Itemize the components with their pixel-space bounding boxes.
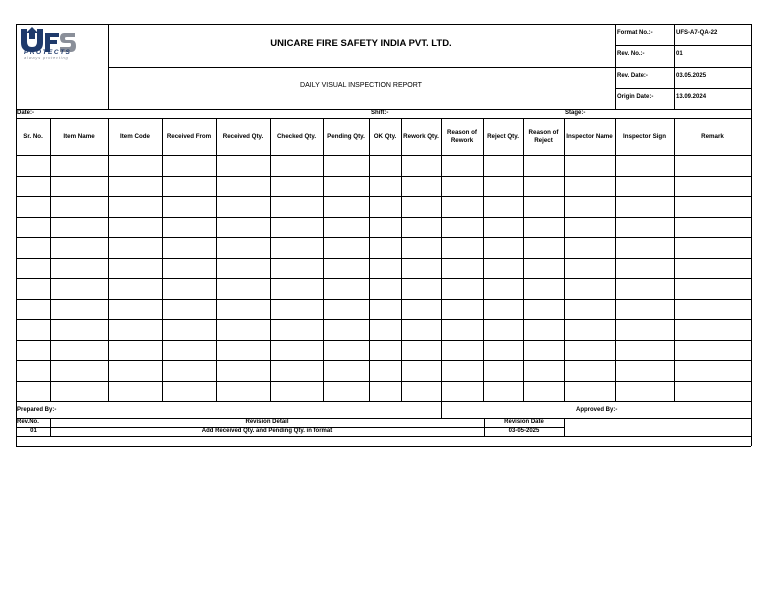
table-cell[interactable] — [108, 319, 162, 340]
shift-label: Shift:- — [371, 110, 389, 116]
meta-value: 13.09.2024 — [676, 94, 707, 100]
table-cell[interactable] — [401, 196, 441, 217]
grid-line — [16, 278, 751, 279]
table-cell[interactable] — [401, 237, 441, 258]
grid-line — [441, 401, 442, 418]
logo-subtagline: always protecting — [24, 55, 69, 60]
column-header: Received Qty. — [222, 132, 264, 140]
table-cell[interactable] — [523, 299, 564, 320]
grid-line — [16, 155, 751, 156]
table-cell[interactable] — [369, 217, 401, 238]
table-cell[interactable] — [401, 319, 441, 340]
grid-line — [401, 118, 402, 401]
table-cell[interactable] — [674, 381, 751, 402]
table-cell[interactable] — [523, 360, 564, 381]
table-cell[interactable] — [483, 258, 523, 279]
table-cell[interactable] — [674, 340, 751, 361]
table-cell[interactable] — [483, 340, 523, 361]
table-cell[interactable] — [108, 258, 162, 279]
table-cell[interactable] — [615, 360, 674, 381]
table-cell[interactable] — [369, 155, 401, 176]
table-cell[interactable] — [483, 319, 523, 340]
column-header: Inspector Name — [566, 132, 613, 140]
table-cell[interactable] — [369, 258, 401, 279]
table-cell[interactable] — [323, 258, 369, 279]
stage-label: Stage:- — [565, 110, 586, 116]
table-cell[interactable] — [108, 360, 162, 381]
table-cell[interactable] — [564, 176, 615, 197]
table-cell[interactable] — [674, 176, 751, 197]
table-cell[interactable] — [216, 237, 270, 258]
grid-line — [16, 340, 751, 341]
approved-by-label: Approved By:- — [576, 407, 618, 413]
table-cell[interactable] — [401, 217, 441, 238]
table-cell[interactable] — [401, 381, 441, 402]
table-cell[interactable] — [16, 217, 50, 238]
table-cell[interactable] — [523, 217, 564, 238]
table-cell[interactable] — [323, 217, 369, 238]
grid-line — [16, 446, 751, 447]
grid-line — [369, 118, 370, 401]
grid-line — [615, 88, 751, 89]
table-cell[interactable] — [270, 340, 323, 361]
column-header: Rework Qty. — [403, 132, 439, 140]
table-cell[interactable] — [523, 176, 564, 197]
table-cell[interactable] — [16, 237, 50, 258]
table-cell[interactable] — [369, 340, 401, 361]
table-cell[interactable] — [523, 258, 564, 279]
table-cell[interactable] — [216, 176, 270, 197]
table-cell[interactable] — [369, 237, 401, 258]
grid-line — [615, 67, 751, 68]
table-cell[interactable] — [483, 237, 523, 258]
table-cell[interactable] — [270, 278, 323, 299]
table-cell[interactable] — [564, 196, 615, 217]
table-row — [16, 217, 751, 238]
table-cell[interactable] — [162, 217, 216, 238]
table-cell[interactable] — [16, 299, 50, 320]
table-cell[interactable] — [441, 196, 483, 217]
table-cell[interactable] — [323, 319, 369, 340]
table-cell[interactable] — [216, 340, 270, 361]
table-cell[interactable] — [615, 237, 674, 258]
table-cell[interactable] — [401, 340, 441, 361]
table-cell[interactable] — [270, 319, 323, 340]
grid-line — [674, 118, 675, 401]
revision-detail-header: Revision Detail — [245, 419, 289, 425]
table-cell[interactable] — [615, 196, 674, 217]
table-row — [16, 319, 751, 340]
table-cell[interactable] — [323, 340, 369, 361]
table-cell[interactable] — [16, 258, 50, 279]
table-cell[interactable] — [323, 155, 369, 176]
table-cell[interactable] — [216, 217, 270, 238]
grid-line — [615, 118, 616, 401]
table-cell[interactable] — [615, 319, 674, 340]
revision-detail-value: Add Received Qty. and Pending Qty. in format — [201, 428, 333, 434]
table-cell[interactable] — [323, 299, 369, 320]
table-cell[interactable] — [564, 360, 615, 381]
table-cell[interactable] — [162, 278, 216, 299]
company-name: UNICARE FIRE SAFETY INDIA PVT. LTD. — [270, 38, 452, 49]
table-cell[interactable] — [615, 340, 674, 361]
table-cell[interactable] — [441, 258, 483, 279]
prepared-by-label: Prepared By:- — [17, 407, 57, 413]
table-cell[interactable] — [564, 155, 615, 176]
table-cell[interactable] — [108, 299, 162, 320]
table-cell[interactable] — [50, 381, 108, 402]
table-cell[interactable] — [564, 299, 615, 320]
table-cell[interactable] — [441, 340, 483, 361]
table-cell[interactable] — [441, 299, 483, 320]
table-cell[interactable] — [441, 176, 483, 197]
table-row — [16, 155, 751, 176]
table-cell[interactable] — [162, 258, 216, 279]
table-cell[interactable] — [216, 196, 270, 217]
grid-line — [16, 109, 751, 110]
grid-line — [615, 45, 751, 46]
meta-value: 01 — [676, 51, 683, 57]
table-cell[interactable] — [615, 278, 674, 299]
table-cell[interactable] — [369, 319, 401, 340]
column-header: Reason of Reject — [528, 128, 559, 144]
table-cell[interactable] — [483, 176, 523, 197]
table-cell[interactable] — [564, 319, 615, 340]
grid-line — [108, 67, 615, 68]
table-cell[interactable] — [16, 360, 50, 381]
table-cell[interactable] — [323, 360, 369, 381]
revision-date-header: Revision Date — [504, 419, 544, 425]
table-cell[interactable] — [270, 196, 323, 217]
grid-line — [523, 118, 524, 401]
table-cell[interactable] — [50, 258, 108, 279]
grid-line — [16, 217, 751, 218]
column-header: Reason of Rework — [447, 128, 477, 144]
table-cell[interactable] — [270, 217, 323, 238]
table-cell[interactable] — [50, 360, 108, 381]
table-cell[interactable] — [16, 319, 50, 340]
table-row — [16, 196, 751, 217]
report-title: DAILY VISUAL INSPECTION REPORT — [300, 82, 422, 89]
table-cell[interactable] — [323, 196, 369, 217]
table-cell[interactable] — [401, 258, 441, 279]
table-cell[interactable] — [323, 176, 369, 197]
table-cell[interactable] — [483, 299, 523, 320]
column-header: Item Name — [63, 132, 95, 140]
company-logo — [18, 26, 88, 60]
table-cell[interactable] — [323, 381, 369, 402]
rev-no-header: Rev.No. — [17, 419, 39, 425]
table-cell[interactable] — [564, 381, 615, 402]
table-cell[interactable] — [270, 381, 323, 402]
grid-line — [270, 118, 271, 401]
meta-value: 03.05.2025 — [676, 73, 707, 79]
table-cell[interactable] — [674, 237, 751, 258]
table-cell[interactable] — [108, 155, 162, 176]
table-cell[interactable] — [162, 237, 216, 258]
table-cell[interactable] — [483, 360, 523, 381]
column-header: Inspector Sign — [623, 132, 666, 140]
grid-line — [16, 436, 751, 437]
grid-line — [108, 118, 109, 401]
table-cell[interactable] — [216, 319, 270, 340]
grid-line — [216, 118, 217, 401]
table-cell[interactable] — [369, 381, 401, 402]
table-cell[interactable] — [674, 319, 751, 340]
table-row — [16, 237, 751, 258]
table-cell[interactable] — [108, 196, 162, 217]
table-cell[interactable] — [16, 340, 50, 361]
logo-tagline: PROTECTS — [24, 49, 72, 56]
table-cell[interactable] — [162, 196, 216, 217]
table-cell[interactable] — [523, 340, 564, 361]
table-cell[interactable] — [16, 278, 50, 299]
table-cell[interactable] — [483, 155, 523, 176]
table-cell[interactable] — [523, 381, 564, 402]
table-row — [16, 340, 751, 361]
table-cell[interactable] — [483, 278, 523, 299]
table-cell[interactable] — [369, 176, 401, 197]
meta-label: Rev. No.:- — [617, 51, 645, 57]
table-cell[interactable] — [615, 176, 674, 197]
table-cell[interactable] — [441, 381, 483, 402]
table-cell[interactable] — [369, 278, 401, 299]
table-row — [16, 176, 751, 197]
table-cell[interactable] — [523, 278, 564, 299]
grid-line — [564, 118, 565, 401]
column-header: Reject Qty. — [487, 132, 519, 140]
table-cell[interactable] — [674, 155, 751, 176]
column-header: Item Code — [120, 132, 150, 140]
table-cell[interactable] — [50, 237, 108, 258]
grid-line — [323, 118, 324, 401]
table-cell[interactable] — [369, 299, 401, 320]
table-cell[interactable] — [323, 237, 369, 258]
table-cell[interactable] — [369, 360, 401, 381]
grid-line — [16, 360, 751, 361]
table-cell[interactable] — [615, 299, 674, 320]
table-cell[interactable] — [615, 155, 674, 176]
grid-line — [16, 196, 751, 197]
table-cell[interactable] — [108, 237, 162, 258]
table-cell[interactable] — [162, 319, 216, 340]
table-cell[interactable] — [270, 237, 323, 258]
table-cell[interactable] — [441, 155, 483, 176]
table-cell[interactable] — [216, 258, 270, 279]
table-cell[interactable] — [401, 360, 441, 381]
table-cell[interactable] — [523, 319, 564, 340]
table-cell[interactable] — [270, 258, 323, 279]
table-cell[interactable] — [523, 155, 564, 176]
table-cell[interactable] — [108, 340, 162, 361]
grid-line — [16, 24, 751, 25]
column-header: Sr. No. — [23, 132, 43, 140]
table-cell[interactable] — [270, 176, 323, 197]
grid-line — [16, 299, 751, 300]
grid-line — [16, 176, 751, 177]
table-cell[interactable] — [216, 155, 270, 176]
table-cell[interactable] — [108, 217, 162, 238]
table-cell[interactable] — [50, 299, 108, 320]
table-cell[interactable] — [674, 217, 751, 238]
table-cell[interactable] — [483, 196, 523, 217]
table-cell[interactable] — [16, 381, 50, 402]
table-cell[interactable] — [108, 278, 162, 299]
meta-value: UFS-A7-QA-22 — [676, 30, 718, 36]
table-cell[interactable] — [16, 196, 50, 217]
revision-date-value: 03-05-2025 — [508, 428, 540, 434]
table-cell[interactable] — [162, 381, 216, 402]
table-cell[interactable] — [270, 155, 323, 176]
table-cell[interactable] — [483, 217, 523, 238]
table-cell[interactable] — [441, 237, 483, 258]
meta-label: Origin Date:- — [617, 94, 654, 100]
table-cell[interactable] — [564, 258, 615, 279]
table-row — [16, 278, 751, 299]
column-header: Pending Qty. — [327, 132, 365, 140]
table-cell[interactable] — [162, 360, 216, 381]
grid-line — [483, 118, 484, 401]
table-cell[interactable] — [216, 278, 270, 299]
table-cell[interactable] — [564, 278, 615, 299]
rev-no-value: 01 — [30, 428, 37, 434]
table-cell[interactable] — [162, 176, 216, 197]
table-cell[interactable] — [523, 237, 564, 258]
table-cell[interactable] — [270, 360, 323, 381]
table-cell[interactable] — [674, 196, 751, 217]
table-cell[interactable] — [108, 381, 162, 402]
grid-line — [16, 401, 751, 402]
table-cell[interactable] — [162, 155, 216, 176]
table-cell[interactable] — [523, 196, 564, 217]
table-cell[interactable] — [401, 176, 441, 197]
table-cell[interactable] — [50, 319, 108, 340]
table-cell[interactable] — [564, 340, 615, 361]
table-cell[interactable] — [50, 217, 108, 238]
table-cell[interactable] — [441, 278, 483, 299]
grid-line — [162, 118, 163, 401]
table-cell[interactable] — [50, 176, 108, 197]
table-cell[interactable] — [441, 319, 483, 340]
grid-line — [16, 381, 751, 382]
table-cell[interactable] — [674, 278, 751, 299]
table-cell[interactable] — [50, 278, 108, 299]
table-cell[interactable] — [564, 237, 615, 258]
table-cell[interactable] — [441, 217, 483, 238]
column-header: OK Qty. — [373, 132, 397, 140]
grid-line — [16, 258, 751, 259]
table-row — [16, 381, 751, 402]
grid-line — [16, 118, 751, 119]
table-row — [16, 258, 751, 279]
table-cell[interactable] — [162, 340, 216, 361]
table-cell[interactable] — [108, 176, 162, 197]
table-cell[interactable] — [369, 196, 401, 217]
table-cell[interactable] — [674, 360, 751, 381]
table-cell[interactable] — [615, 381, 674, 402]
table-cell[interactable] — [216, 299, 270, 320]
table-cell[interactable] — [401, 278, 441, 299]
table-cell[interactable] — [401, 155, 441, 176]
grid-line — [16, 237, 751, 238]
table-cell[interactable] — [401, 299, 441, 320]
meta-label: Format No.:- — [617, 30, 653, 36]
table-cell[interactable] — [483, 381, 523, 402]
inspection-report-sheet — [16, 24, 751, 446]
table-cell[interactable] — [323, 278, 369, 299]
table-cell[interactable] — [162, 299, 216, 320]
table-cell[interactable] — [16, 155, 50, 176]
table-cell[interactable] — [216, 381, 270, 402]
table-cell[interactable] — [615, 217, 674, 238]
table-row — [16, 299, 751, 320]
grid-line — [16, 319, 751, 320]
table-cell[interactable] — [674, 299, 751, 320]
date-label: Date:- — [17, 110, 35, 116]
table-row — [16, 360, 751, 381]
grid-line — [564, 418, 565, 436]
table-cell[interactable] — [50, 340, 108, 361]
meta-label: Rev. Date:- — [617, 73, 648, 79]
table-cell[interactable] — [50, 196, 108, 217]
grid-line — [441, 118, 442, 401]
grid-line — [16, 418, 751, 419]
table-cell[interactable] — [564, 217, 615, 238]
grid-line — [50, 118, 51, 401]
grid-line — [16, 427, 564, 428]
column-header: Received From — [166, 132, 212, 140]
table-cell[interactable] — [16, 176, 50, 197]
grid-line — [16, 24, 17, 446]
column-header: Remark — [701, 132, 724, 140]
table-cell[interactable] — [615, 258, 674, 279]
table-cell[interactable] — [216, 360, 270, 381]
table-cell[interactable] — [674, 258, 751, 279]
column-header: Checked Qty. — [276, 132, 317, 140]
table-cell[interactable] — [50, 155, 108, 176]
table-cell[interactable] — [270, 299, 323, 320]
table-cell[interactable] — [441, 360, 483, 381]
